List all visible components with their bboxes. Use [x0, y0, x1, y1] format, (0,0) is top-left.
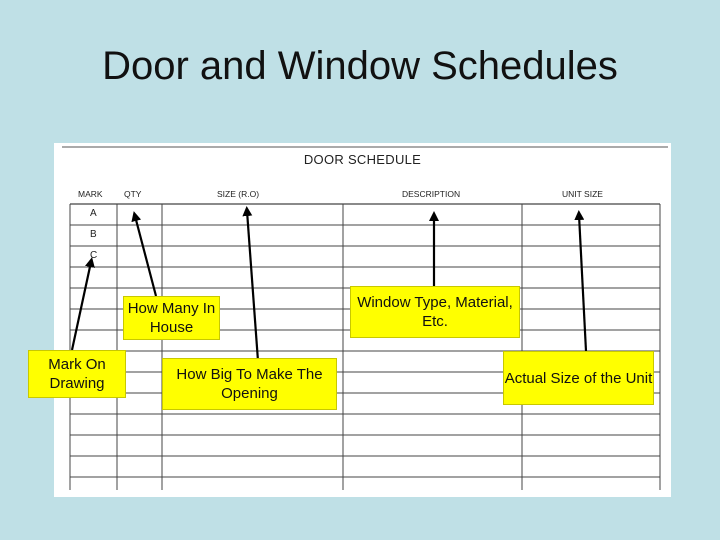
row-mark-b: B — [90, 229, 97, 240]
row-mark-c: C — [90, 250, 98, 261]
arrow-qty — [135, 216, 156, 296]
column-header-description: DESCRIPTION — [402, 189, 461, 199]
column-header-qty: QTY — [124, 189, 142, 199]
slide-title: Door and Window Schedules — [102, 44, 618, 88]
arrow-unit-size — [579, 215, 586, 351]
row-mark-a: A — [90, 208, 97, 219]
callout-actual-size: Actual Size of the Unit — [503, 351, 654, 405]
column-header-size: SIZE (R.O) — [217, 189, 260, 199]
arrow-size — [247, 211, 258, 361]
callout-mark-on-drawing: Mark On Drawing — [28, 350, 126, 398]
column-header-mark: MARK — [78, 189, 103, 199]
callout-how-many: How Many In House — [123, 296, 220, 340]
callout-window-type: Window Type, Material, Etc. — [350, 286, 520, 338]
schedule-title: DOOR SCHEDULE — [303, 152, 422, 167]
column-header-unit-size: UNIT SIZE — [562, 189, 603, 199]
callout-how-big: How Big To Make The Opening — [162, 358, 337, 410]
arrow-mark — [72, 262, 91, 350]
